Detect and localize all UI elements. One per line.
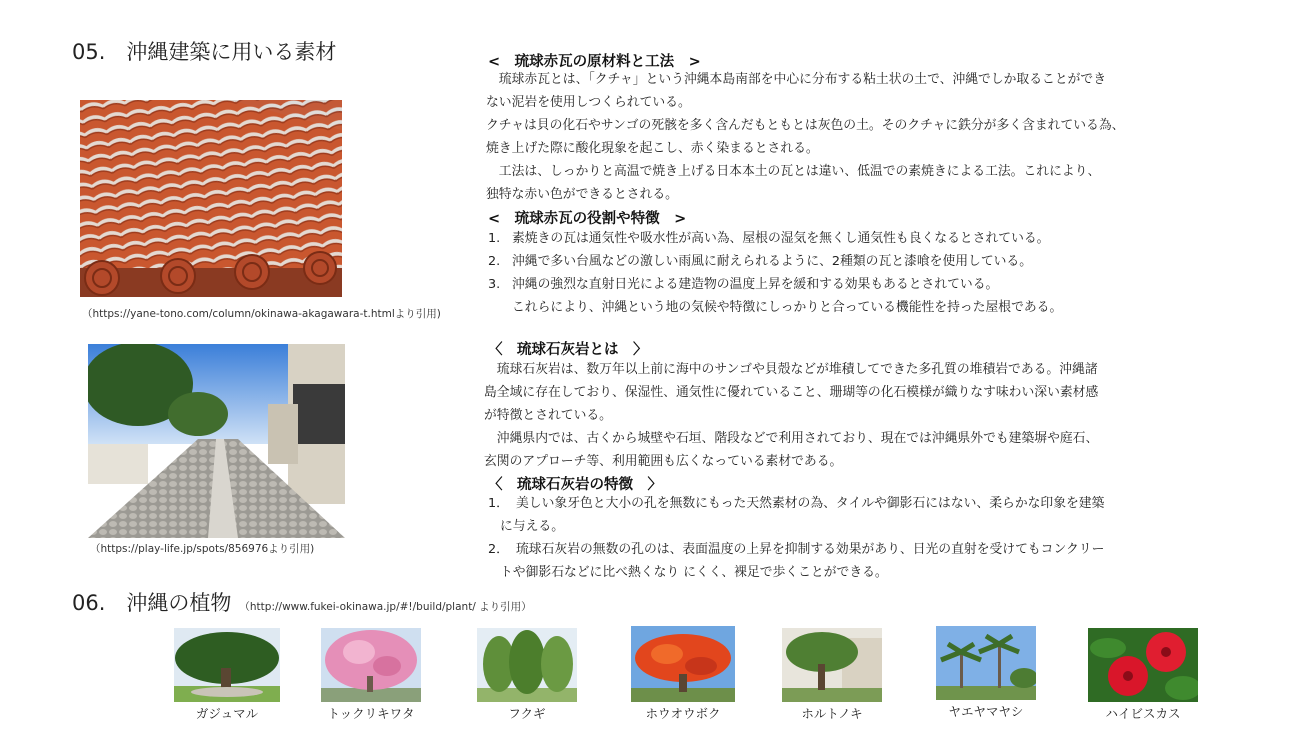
gajumaru-photo [174,628,280,702]
plant-label: ホウオウボク [645,706,721,721]
text-line: クチャは貝の化石やサンゴの死骸を多く含んだもともとは灰色の土。そのクチャに鉄分が多く含まれている為、 [486,118,1125,133]
plant-fukugi [477,628,577,722]
plant-horutonoki [782,628,882,722]
list-number: 1． [488,496,509,511]
list-text: に与える。 [500,519,564,534]
section-06-title-text: 06. 沖縄の植物 [72,591,232,615]
limestone-features-list [488,492,1104,584]
text-line: 島全域に存在しており、保湿性、通気性に優れていること、珊瑚等の化石模様が織りなす味わい深い素材感 [484,385,1099,400]
akagawara-features-heading: < 琉球赤瓦の役割や特徴 > [488,211,687,227]
text-line: 工法は、しっかりと高温で焼き上げる日本本土の瓦とは違い、低温での素焼きによる工法。これにより、 [486,164,1101,179]
akagawara-features-list [488,227,1062,319]
plant-label: ガジュマル [195,706,259,721]
plant-label: トックリキワタ [327,706,415,721]
plant-label: ハイビスカス [1105,706,1181,721]
list-number: 3. [488,277,501,292]
limestone-features-heading: 〈 琉球石灰岩の特徴 〉 [488,477,662,493]
hououboku-photo [631,626,735,702]
list-text: 沖縄で多い台風などの激しい雨風に耐えられるように、2種類の瓦と漆喰を使用している。 [512,254,1033,269]
features-summary: これらにより、沖縄という地の気候や特徴にしっかりと合っている機能性を持った屋根である。 [512,300,1063,315]
list-text: 美しい象牙色と大小の孔を無数にもった天然素材の為、タイルや御影石にはない、柔らかな印象を建築 [516,496,1105,511]
roof-photo-caption: （https://yane-tono.com/column/okinawa-akagawara-t.htmlより引用) [82,308,441,320]
text-line: 琉球石灰岩は、数万年以上前に海中のサンゴや貝殻などが堆積してできた多孔質の堆積岩である。沖縄諸 [484,362,1098,377]
list-item [488,250,1062,273]
text-line: ない泥岩を使用しつくられている。 [486,95,691,110]
section-05-title: 05. 沖縄建築に用いる素材 [72,40,337,64]
text-line: 沖縄県内では、古くから城壁や石垣、階段などで利用されており、現在では沖縄県外でも建築塀や庭石、 [484,431,1099,446]
plant-hououboku [631,626,735,722]
plant-tokkurikiwata [321,628,421,722]
text-line: 玄関のアプローチ等、利用範囲も広くなっている素材である。 [484,454,843,469]
fukugi-photo [477,628,577,702]
list-item [488,492,1104,538]
list-number: 2. [488,254,501,269]
plant-label: ヤエヤマヤシ [948,704,1024,719]
section-06-title [72,587,532,617]
hibiscus-photo [1088,628,1198,702]
list-text: 素焼きの瓦は通気性や吸水性が高い為、屋根の湿気を無くし通気性も良くなるとされている。 [512,231,1050,246]
text-line: 焼き上げた際に酸化現象を起こし、赤く染まるとされる。 [486,141,819,156]
horutonoki-photo [782,628,882,702]
street-photo-caption: （https://play-life.jp/spots/856976より引用) [90,543,315,555]
section-06-source: （http://www.fukei-okinawa.jp/#!/build/plant/ より引用） [239,601,532,613]
limestone-heading: 〈 琉球石灰岩とは 〉 [488,342,648,358]
list-number: 2． [488,542,509,557]
list-item [488,273,1062,296]
limestone-text [484,358,1098,473]
limestone-street-photo [88,344,345,538]
list-text: トや御影石などに比べ熱くなり にくく、裸足で歩くことができる。 [500,565,888,580]
list-text: 琉球石灰岩の無数の孔のは、表面温度の上昇を抑制する効果があり、日光の直射を受けてもコンクリー [516,542,1105,557]
list-number: 1. [488,231,501,246]
plant-label: フクギ [508,706,546,721]
yaeyamayashi-photo [936,626,1036,700]
plant-yaeyamayashi [936,626,1036,720]
list-item [488,227,1062,250]
text-line: が特徴とされている。 [484,408,612,423]
list-item [488,538,1104,584]
text-line: 独特な赤い色ができるとされる。 [486,187,678,202]
red-roof-tile-photo [80,100,342,297]
akagawara-materials-heading: < 琉球赤瓦の原材料と工法 > [488,54,701,70]
plant-hibiscus [1088,628,1198,722]
text-line: 琉球赤瓦とは、「クチャ」という沖縄本島南部を中心に分布する粘土状の土で、沖縄でしか取ることができ [486,72,1107,87]
plant-gajumaru [174,628,280,722]
list-text: 沖縄の強烈な直射日光による建造物の温度上昇を緩和する効果もあるとされている。 [512,277,999,292]
plant-label: ホルトノキ [801,706,863,721]
akagawara-materials-text [486,68,1124,206]
tokkurikiwata-photo [321,628,421,702]
